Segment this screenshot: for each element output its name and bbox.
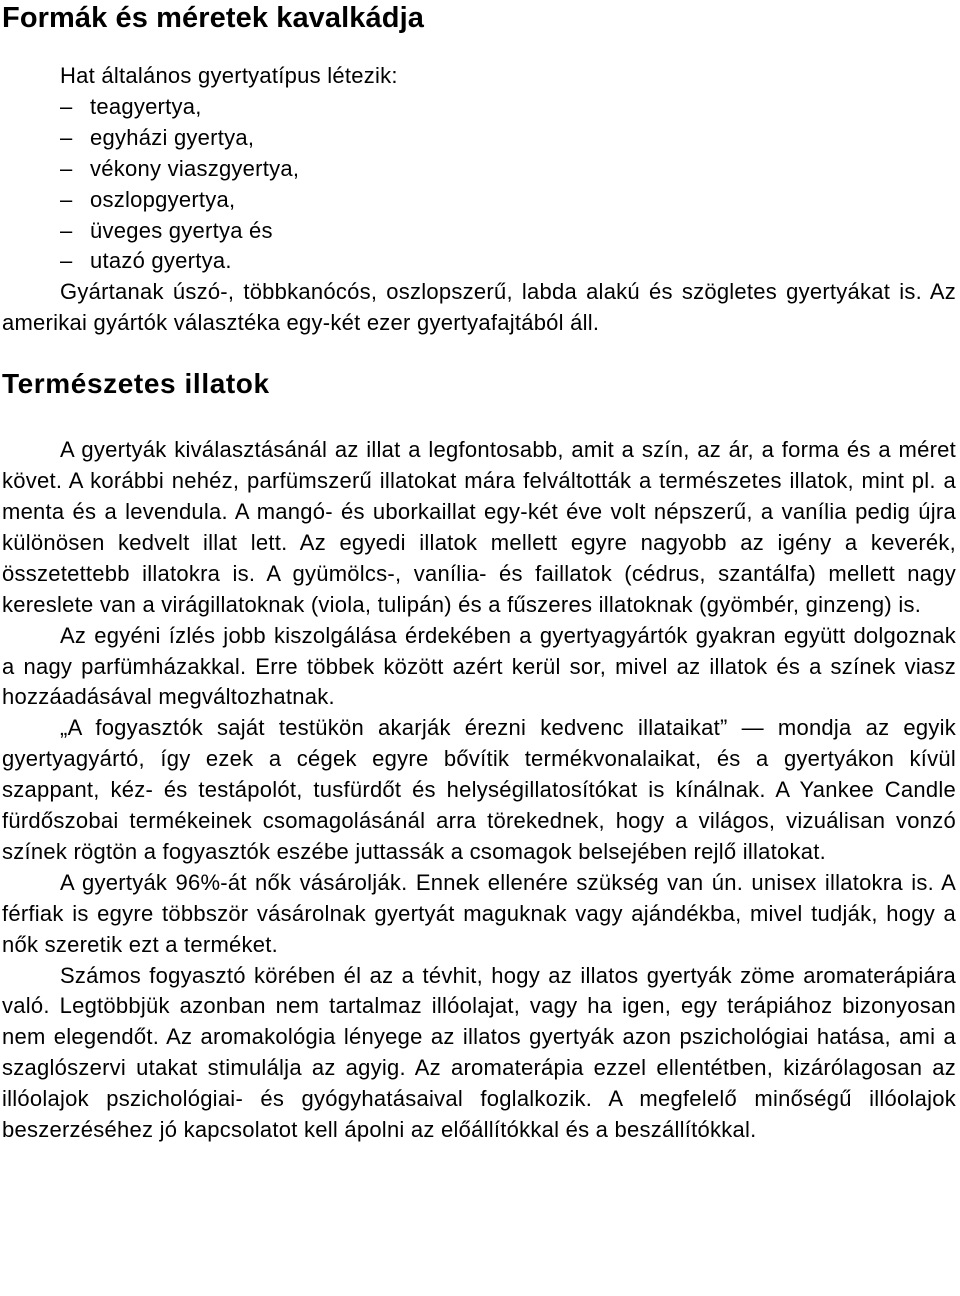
list-dash: – — [60, 248, 73, 274]
list-dash: – — [60, 124, 73, 150]
list-dash: – — [60, 155, 73, 181]
candle-types-list — [2, 92, 956, 277]
paragraph: A gyertyák 96%-át nők vásárolják. Ennek ellenére szükség van ún. unisex illatokra is. A férfiak is egyre többször vásárolnak gyertyát maguknak vagy ajándékba, mivel tudják, hogy a nők szeretik ezt a terméket. — [2, 869, 956, 957]
paragraph: Számos fogyasztó körében él az a tévhit, hogy az illatos gyertyák zöme aromaterápiára való. Legtöbbjük azonban nem tartalmaz illóolajat, vagy ha igen, egy terápiához bizonyosan nem elegendőt. Az aromakológia lényege az illatos gyertyák azon pszichológiai hatása, ami a szaglószervi utakat stimulálja az agyig. Az aromaterápia ezzel ellentétben, kizárólagosan az illóolajok pszichológiai- és gyógyhatásaival foglalkozik. A megfelelő minőségű illóolajok beszerzéséhez jó kapcsolatot kell ápolni az előállítókkal és a beszállítókkal. — [2, 962, 956, 1143]
list-dash: – — [60, 217, 73, 243]
list-item: – egyházi gyertya, — [60, 123, 956, 154]
list-dash: – — [60, 186, 73, 212]
paragraph: „A fogyasztók saját testükön akarják érezni kedvenc illataikat” — mondja az egyik gyertyagyártó, így ezek a cégek egyre bővítik termékvonalaikat, és a gyertyákon kívül szappant, kéz- és testápolót, tusfürdőt és helységillatosítókat is kínálnak. A Yankee Candle fürdőszobai termékeinek csomagolásánál arra törekednek, hogy a világos, vizuálisan vonzó színek rögtön a fogyasztók eszébe juttassák a csomagok belsejében rejlő illatokat. — [2, 715, 956, 864]
list-item: – teagyertya, — [60, 92, 956, 123]
list-item: – utazó gyertya. — [60, 246, 956, 277]
list-item: – oszlopgyertya, — [60, 185, 956, 216]
page-title: Formák és méretek kavalkádja — [2, 2, 424, 34]
section-shapes-sizes — [2, 61, 956, 339]
candle-types-intro: Hat általános gyertyatípus létezik: — [60, 63, 398, 88]
list-dash: – — [60, 93, 73, 119]
section-heading: Természetes illatok — [2, 368, 270, 400]
list-item: – vékony viaszgyertya, — [60, 154, 956, 185]
section-natural-scents — [2, 367, 956, 1146]
paragraph: A gyertyák kiválasztásánál az illat a legfontosabb, amit a szín, az ár, a forma és a méret követ. A korábbi nehéz, parfümszerű illatokat mára felváltották a természetes illatok, mint pl. a menta és a levendula. A mangó- és uborkaillat egy-két éve volt népszerű, a vanília pedig újra különösen kedvelt illat lett. Az egyedi illatok mellett egyre nagyobb az igény a keverék, összetettebb illatokra is. A gyümölcs-, vanília- és faillatok (cédrus, szantálfa) mellett nagy kereslete van a virágillatoknak (viola, tulipán) és a fűszeres illatoknak (gyömbér, ginzeng) is. — [2, 437, 956, 617]
list-item: – üveges gyertya és — [60, 216, 956, 247]
shapes-paragraph: Gyártanak úszó-, többkanócós, oszlopszerű, labda alakú és szögletes gyertyákat is. Az amerikai gyártók választéka egy-két ezer gyertyafajtából áll. — [2, 279, 956, 336]
paragraph: Az egyéni ízlés jobb kiszolgálása érdekében a gyertyagyártók gyakran együtt dolgoznak a nagy parfümházakkal. Erre többek között azért kerül sor, mivel az illatok és a színek viasz hozzáadásával megváltozhatnak. — [2, 622, 956, 710]
